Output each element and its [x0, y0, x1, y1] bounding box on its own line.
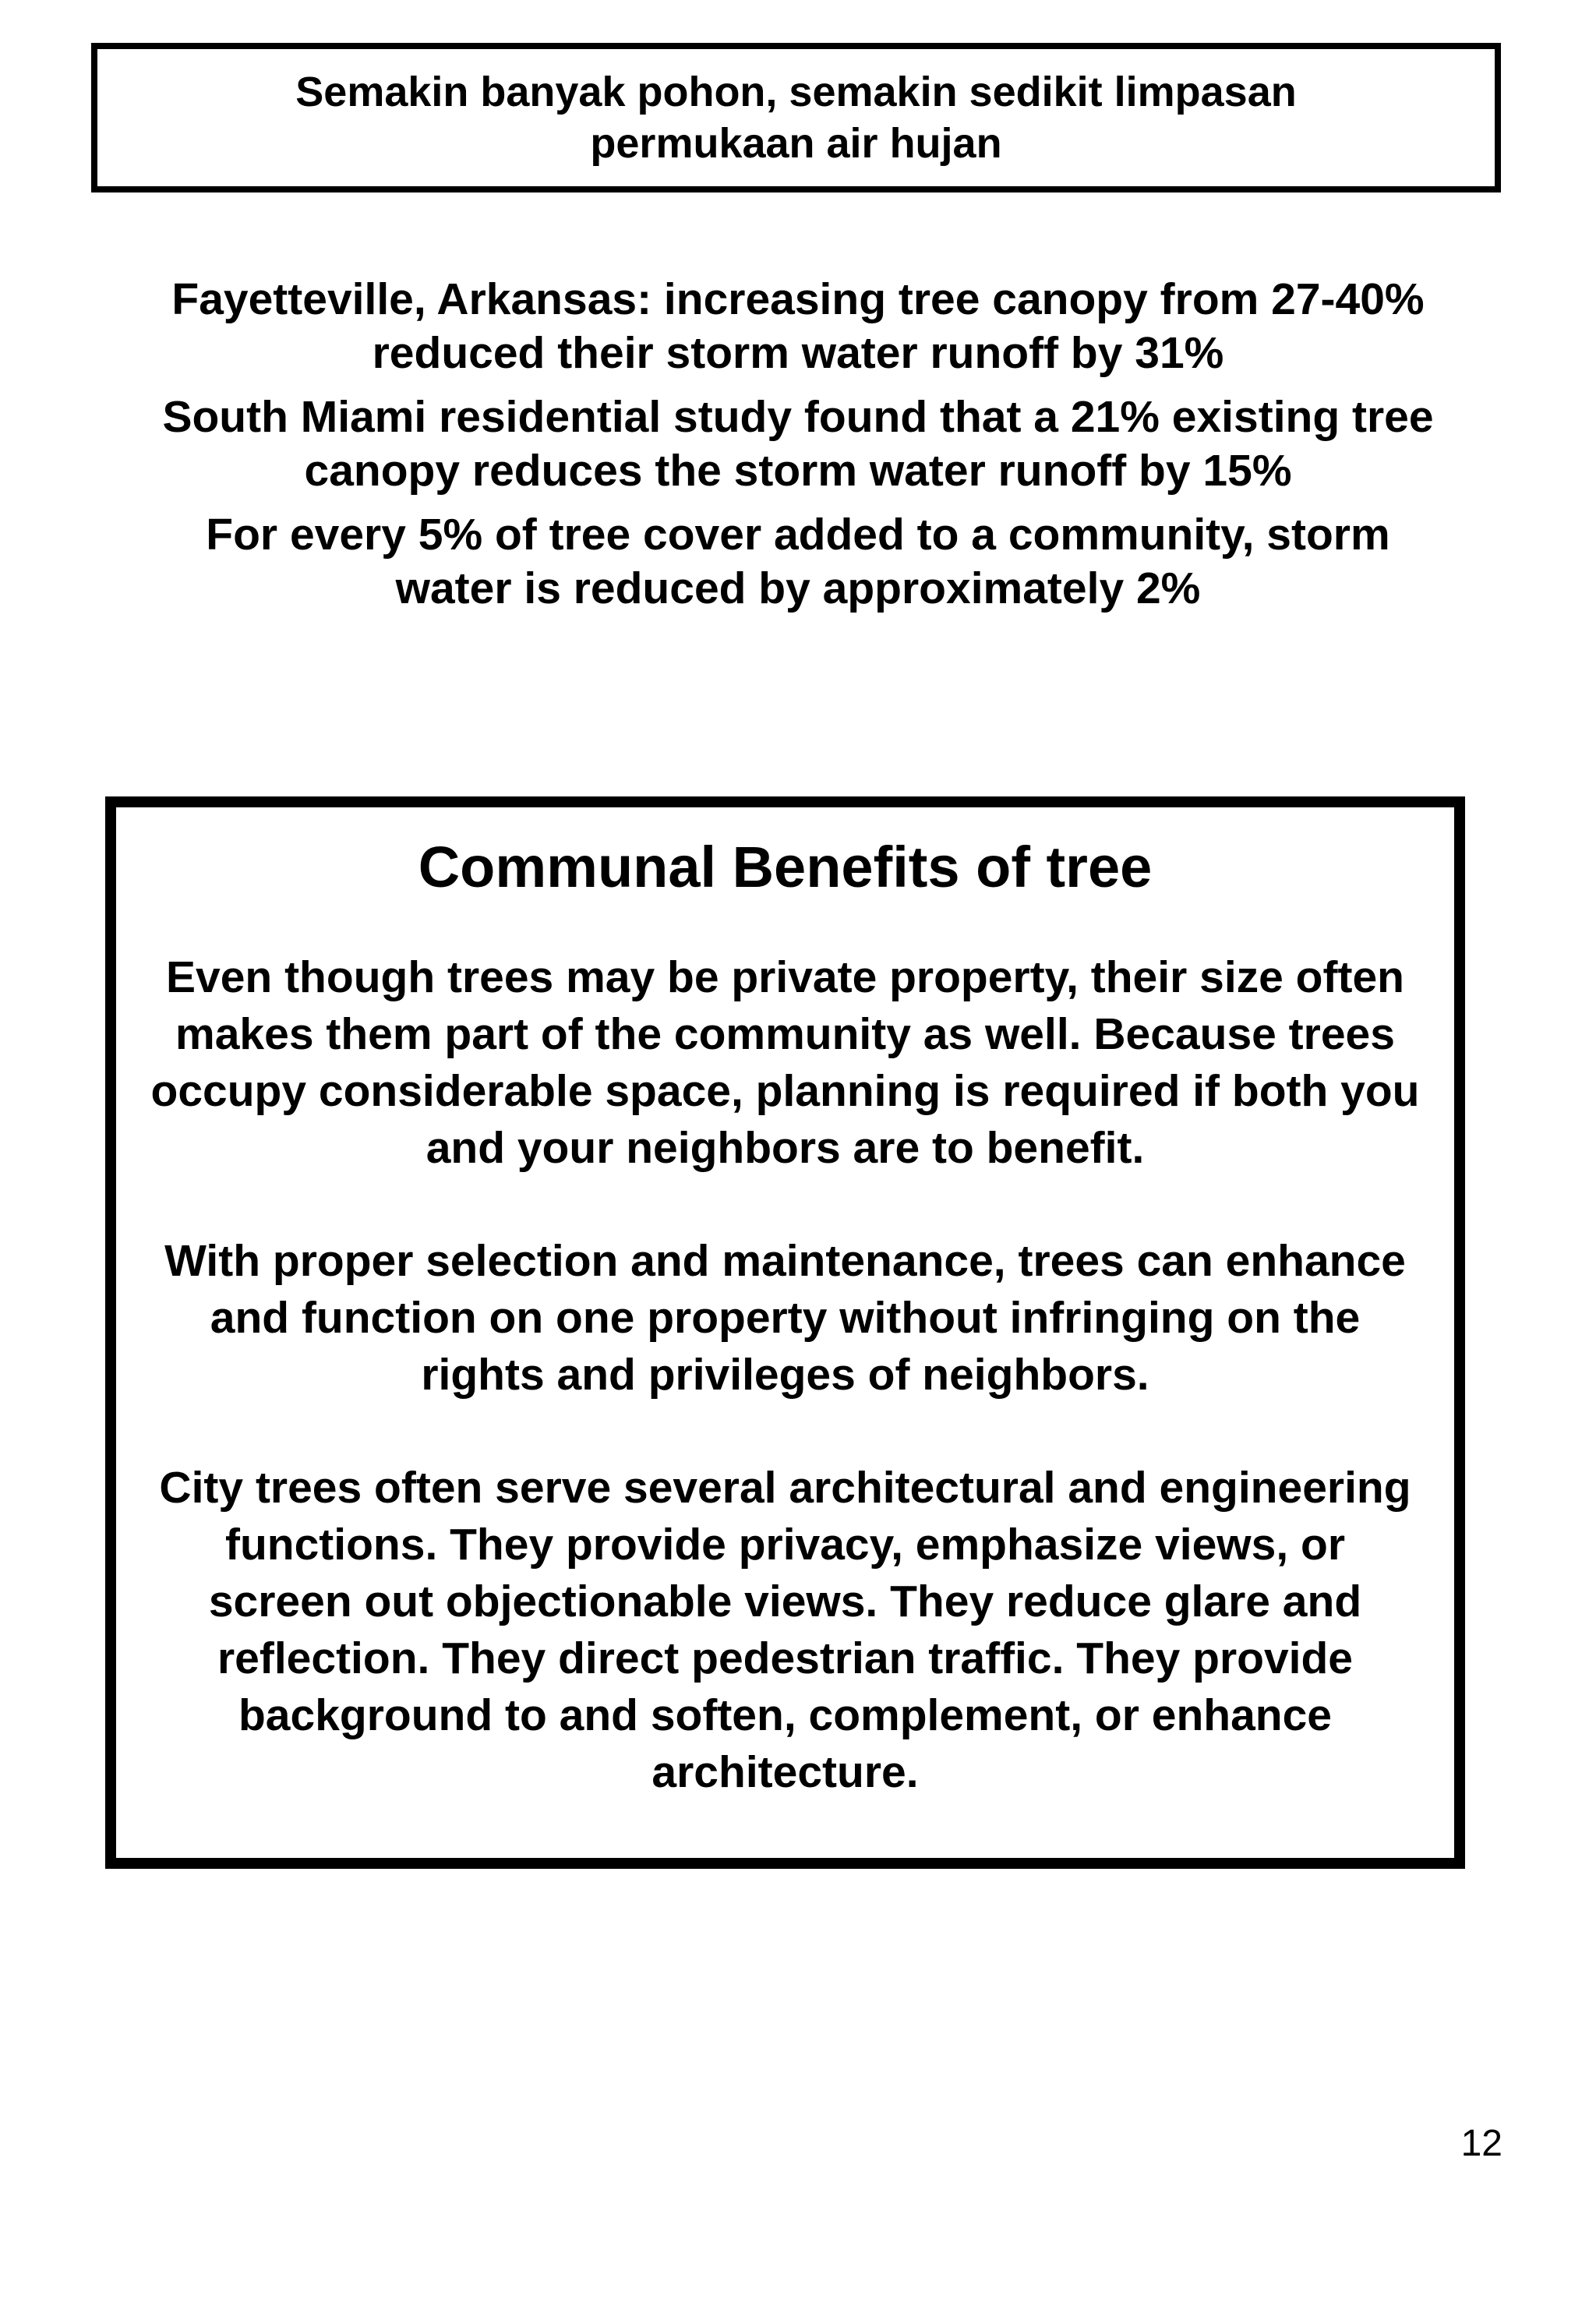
- fact-tree-cover: For every 5% of tree cover added to a community, storm water is reduced by approximately 2%: [206, 510, 1390, 613]
- title-box: [91, 43, 1501, 192]
- facts-section: [78, 273, 1518, 626]
- fact-fayetteville: Fayetteville, Arkansas: increasing tree canopy from 27-40% reduced their storm water runoff by 31%: [171, 274, 1425, 378]
- communal-benefits-box: [105, 796, 1465, 1869]
- benefits-paragraph-functions: City trees often serve several architectural and engineering functions. They provide privacy, emphasize views, or screen out objectionable views. They reduce glare and reflection. They direct pedestrian traffic. They provide background to and soften, complement, or enhance architecture.: [159, 1463, 1411, 1797]
- benefits-paragraph-community: Even though trees may be private property, their size often makes them part of the community as well. Because trees occupy considerable space, planning is required if both you and your neighbors are to benefit.: [150, 952, 1420, 1173]
- page-number: 12: [1460, 2123, 1502, 2164]
- benefits-heading: Communal Benefits of tree: [418, 835, 1153, 899]
- page-title: Semakin banyak pohon, semakin sedikit limpasan permukaan air hujan: [295, 69, 1297, 167]
- fact-south-miami: South Miami residential study found that a 21% existing tree canopy reduces the storm water runoff by 15%: [162, 392, 1434, 496]
- benefits-paragraph-maintenance: With proper selection and maintenance, trees can enhance and function on one property without infringing on the rights and privileges of neighbors.: [164, 1236, 1406, 1400]
